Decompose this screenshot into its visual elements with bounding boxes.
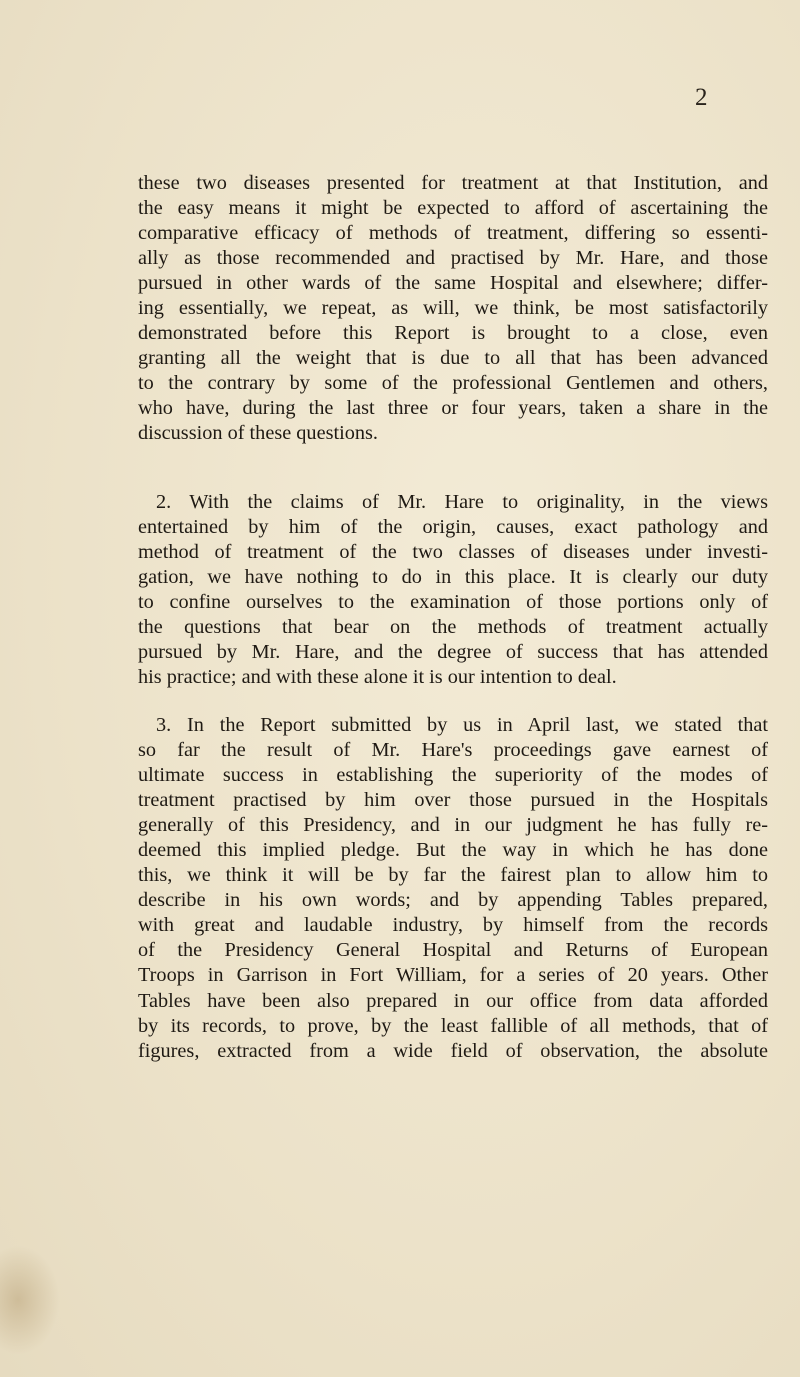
text-line: the easy means it might be expected to afford of ascertaining the: [138, 197, 768, 220]
text-line: gation, we have nothing to do in this place. It is clearly our duty: [138, 566, 768, 589]
text-line: with great and laudable industry, by himself from the records: [138, 914, 768, 937]
text-line: ally as those recommended and practised by Mr. Hare, and those: [138, 247, 768, 270]
text-line: method of treatment of the two classes of diseases under investi-: [138, 541, 768, 564]
text-line: 2. With the claims of Mr. Hare to originality, in the views: [156, 491, 768, 513]
text-line: entertained by him of the origin, causes, exact pathology and: [138, 516, 768, 539]
page-number: 2: [695, 84, 708, 111]
text-line: ing essentially, we repeat, as will, we think, be most satisfactorily: [138, 297, 768, 320]
text-line: 3. In the Report submitted by us in April last, we stated that: [156, 714, 768, 736]
text-line: Tables have been also prepared in our office from data afforded: [138, 989, 768, 1012]
text-line: who have, during the last three or four years, taken a share in the: [138, 397, 768, 420]
text-line: this, we think it will be by far the fairest plan to allow him to: [138, 864, 768, 887]
text-line: the questions that bear on the methods of treatment actually: [138, 616, 768, 639]
text-line: to confine ourselves to the examination of those portions only of: [138, 591, 768, 614]
paragraph-1: [138, 171, 768, 447]
text-line: his practice; and with these alone it is our intention to deal.: [138, 666, 617, 689]
text-line: so far the result of Mr. Hare's proceedings gave earnest of: [138, 739, 768, 762]
text-line: generally of this Presidency, and in our judgment he has fully re-: [138, 814, 768, 837]
text-line: figures, extracted from a wide field of observation, the absolute: [138, 1039, 768, 1062]
text-line: pursued by Mr. Hare, and the degree of success that has attended: [138, 641, 768, 664]
text-line: deemed this implied pledge. But the way in which he has done: [138, 839, 768, 862]
paragraph-2: [138, 490, 768, 690]
text-line: Troops in Garrison in Fort William, for a series of 20 years. Other: [138, 964, 768, 987]
text-line: these two diseases presented for treatment at that Institution, and: [138, 172, 768, 194]
text-line: by its records, to prove, by the least fallible of all methods, that of: [138, 1014, 768, 1037]
text-line: of the Presidency General Hospital and Returns of European: [138, 939, 768, 962]
text-line: to the contrary by some of the professional Gentlemen and others,: [138, 372, 768, 395]
text-line: pursued in other wards of the same Hospital and elsewhere; differ-: [138, 272, 768, 295]
paragraph-3: [138, 713, 768, 1064]
text-line: discussion of these questions.: [138, 422, 378, 445]
text-line: granting all the weight that is due to all that has been advanced: [138, 347, 768, 370]
text-line: comparative efficacy of methods of treatment, differing so essenti-: [138, 222, 768, 245]
text-line: describe in his own words; and by appending Tables prepared,: [138, 889, 768, 912]
text-line: demonstrated before this Report is brought to a close, even: [138, 322, 768, 345]
paper-stain: [0, 1245, 60, 1355]
text-line: treatment practised by him over those pursued in the Hospitals: [138, 789, 768, 812]
text-line: ultimate success in establishing the superiority of the modes of: [138, 764, 768, 787]
